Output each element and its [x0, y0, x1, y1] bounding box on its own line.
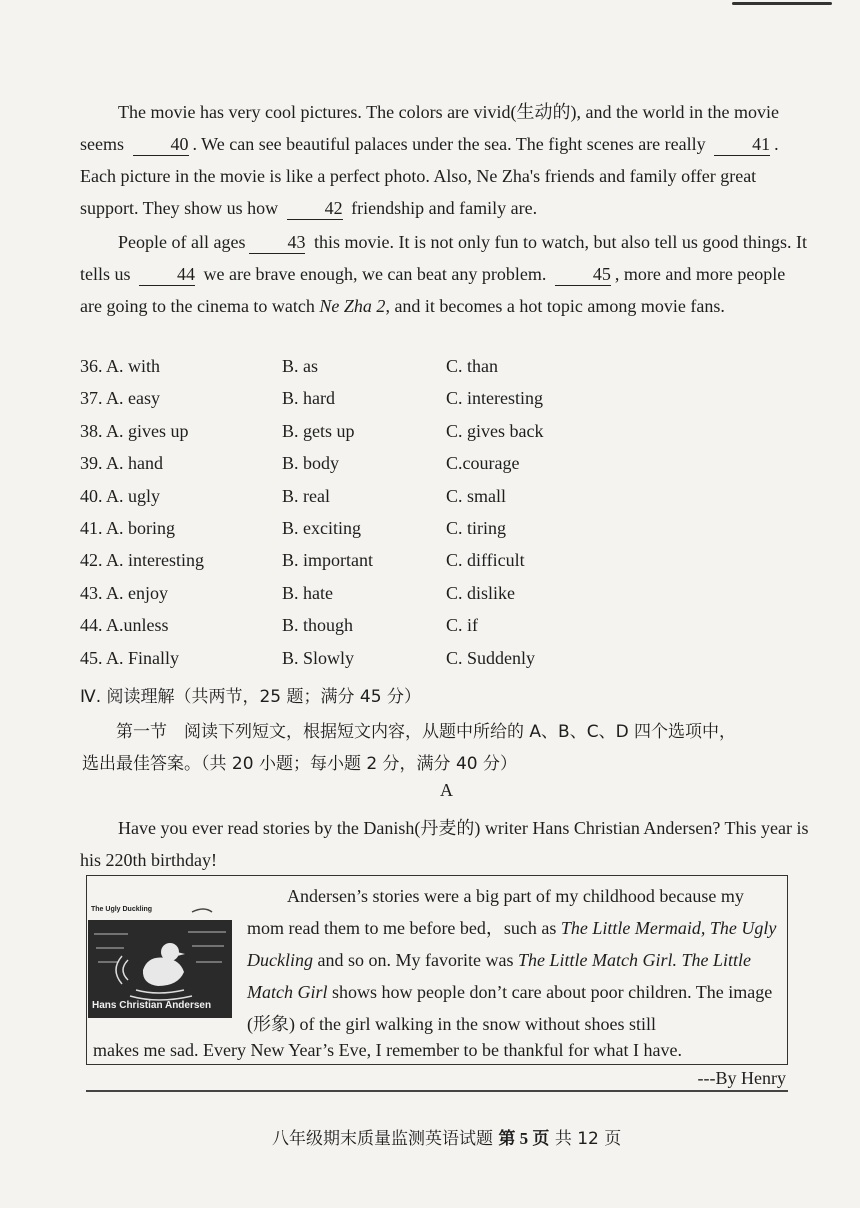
option-row — [80, 518, 780, 550]
box-text: and so on. My favorite was — [317, 950, 514, 970]
passage-text: The movie has very cool pictures. The colors are vivid(生动的), and the world in the movie seems — [80, 102, 779, 154]
option-a: 36. A. with — [80, 356, 161, 376]
option-c: C. dislike — [446, 582, 516, 603]
option-c: C. tiring — [446, 517, 507, 538]
option-c: C. difficult — [446, 550, 525, 571]
option-c: C.courage — [446, 453, 520, 474]
option-c: C. if — [446, 615, 479, 636]
option-c: C. than — [446, 356, 498, 376]
passage-text: , more and more people are going to the cinema to watch — [80, 264, 786, 316]
option-row — [80, 453, 780, 485]
box-text: Andersen’s stories were a big part of my childhood because my mom read them to me before bed，such as — [247, 886, 744, 938]
option-b: B. though — [282, 615, 354, 636]
passage-text: . Each picture in the movie is like a perfect photo. Also, Ne Zha's friends and family offer great support. They show us how — [80, 134, 779, 218]
movie-title: Ne Zha 2 — [319, 296, 386, 316]
option-c: C. interesting — [446, 388, 543, 409]
passage-text: , and it becomes a hot topic among movie fans. — [385, 296, 725, 316]
option-row — [80, 615, 780, 647]
option-row — [80, 388, 780, 420]
box-text: shows how people don’t care about poor children. The image (形象) of the girl walking in the snow without shoes still — [247, 982, 773, 1034]
footer-exam-name: 八年级期末质量监测英语试题 — [272, 1129, 493, 1149]
option-b: B. exciting — [282, 517, 361, 538]
option-row — [80, 648, 780, 680]
passage-text: People of all ages — [118, 232, 246, 252]
blank-44: 44 — [139, 263, 195, 286]
byline: ---By Henry — [697, 1068, 786, 1088]
footer-page-total: 共 12 页 — [554, 1129, 622, 1149]
option-row — [80, 356, 780, 388]
box-bottom-rule — [86, 1090, 788, 1092]
box-last-line: makes me sad. Every New Year’s Eve, I remember to be thankful for what I have. — [93, 1040, 682, 1060]
box-paragraph — [247, 880, 783, 1040]
option-b: B. body — [282, 453, 340, 474]
passage-paragraph-1 — [80, 96, 810, 224]
passage-paragraph-2 — [80, 226, 810, 322]
scan-edge-mark — [732, 2, 832, 5]
option-b: B. as — [282, 356, 318, 376]
option-b: B. hate — [282, 582, 333, 603]
option-a: 44. A.unless — [80, 615, 169, 636]
instruction-line: 选出最佳答案。（共 20 小题；每小题 2 分，满分 40 分） — [82, 754, 518, 774]
option-a: 40. A. ugly — [80, 485, 161, 506]
option-a: 39. A. hand — [80, 453, 163, 474]
option-a: 38. A. gives up — [80, 420, 189, 441]
option-b: B. important — [282, 550, 373, 571]
section-title: Ⅳ. 阅读理解（共两节，25 题；满分 45 分） — [80, 687, 421, 707]
blank-41: 41 — [714, 133, 770, 156]
option-b: B. gets up — [282, 420, 355, 441]
blank-40: 40 — [133, 133, 189, 156]
book-cover-author: Hans Christian Andersen — [92, 1000, 212, 1011]
option-a: 43. A. enjoy — [80, 582, 168, 603]
option-row — [80, 550, 780, 582]
book-titles: The Little Mermaid, The Ugly Duckling — [247, 918, 777, 970]
reading-intro: Have you ever read stories by the Danish(丹麦的) writer Hans Christian Andersen? This year is his 220th birthday! — [80, 818, 809, 870]
instruction-line: 第一节 阅读下列短文，根据短文内容，从题中所给的 A、B、C、D 四个选项中， — [116, 722, 737, 742]
passage-text: we are brave enough, we can beat any problem. — [203, 264, 547, 284]
blank-45: 45 — [555, 263, 611, 286]
book-cover-image — [88, 900, 232, 1018]
footer-page-number: 第 5 页 — [498, 1129, 550, 1148]
blank-42: 42 — [287, 197, 343, 220]
option-a: 45. A. Finally — [80, 647, 180, 668]
page-footer — [272, 1124, 621, 1149]
blank-43: 43 — [249, 231, 305, 254]
option-c: C. small — [446, 485, 507, 506]
option-row — [80, 421, 780, 453]
passage-text: this movie. It is not only fun to watch, but also tell us good things. It tells us — [80, 232, 807, 284]
option-a: 42. A. interesting — [80, 550, 204, 571]
option-b: B. real — [282, 485, 330, 506]
passage-text: friendship and family are. — [351, 198, 538, 218]
passage-letter: A — [440, 780, 453, 800]
option-c: C. Suddenly — [446, 647, 536, 668]
option-a: 37. A. easy — [80, 388, 160, 409]
option-b: B. Slowly — [282, 647, 355, 668]
option-a: 41. A. boring — [80, 517, 176, 538]
option-b: B. hard — [282, 388, 335, 409]
options-list — [80, 356, 780, 680]
book-titles: The Little Match Girl. The Little Match Girl — [247, 950, 751, 1002]
option-row — [80, 486, 780, 518]
section-instructions — [82, 716, 812, 780]
book-cover-title: The Ugly Duckling — [91, 906, 153, 913]
option-c: C. gives back — [446, 420, 544, 441]
option-row — [80, 583, 780, 615]
passage-text: . We can see beautiful palaces under the sea. The fight scenes are really — [192, 134, 706, 154]
